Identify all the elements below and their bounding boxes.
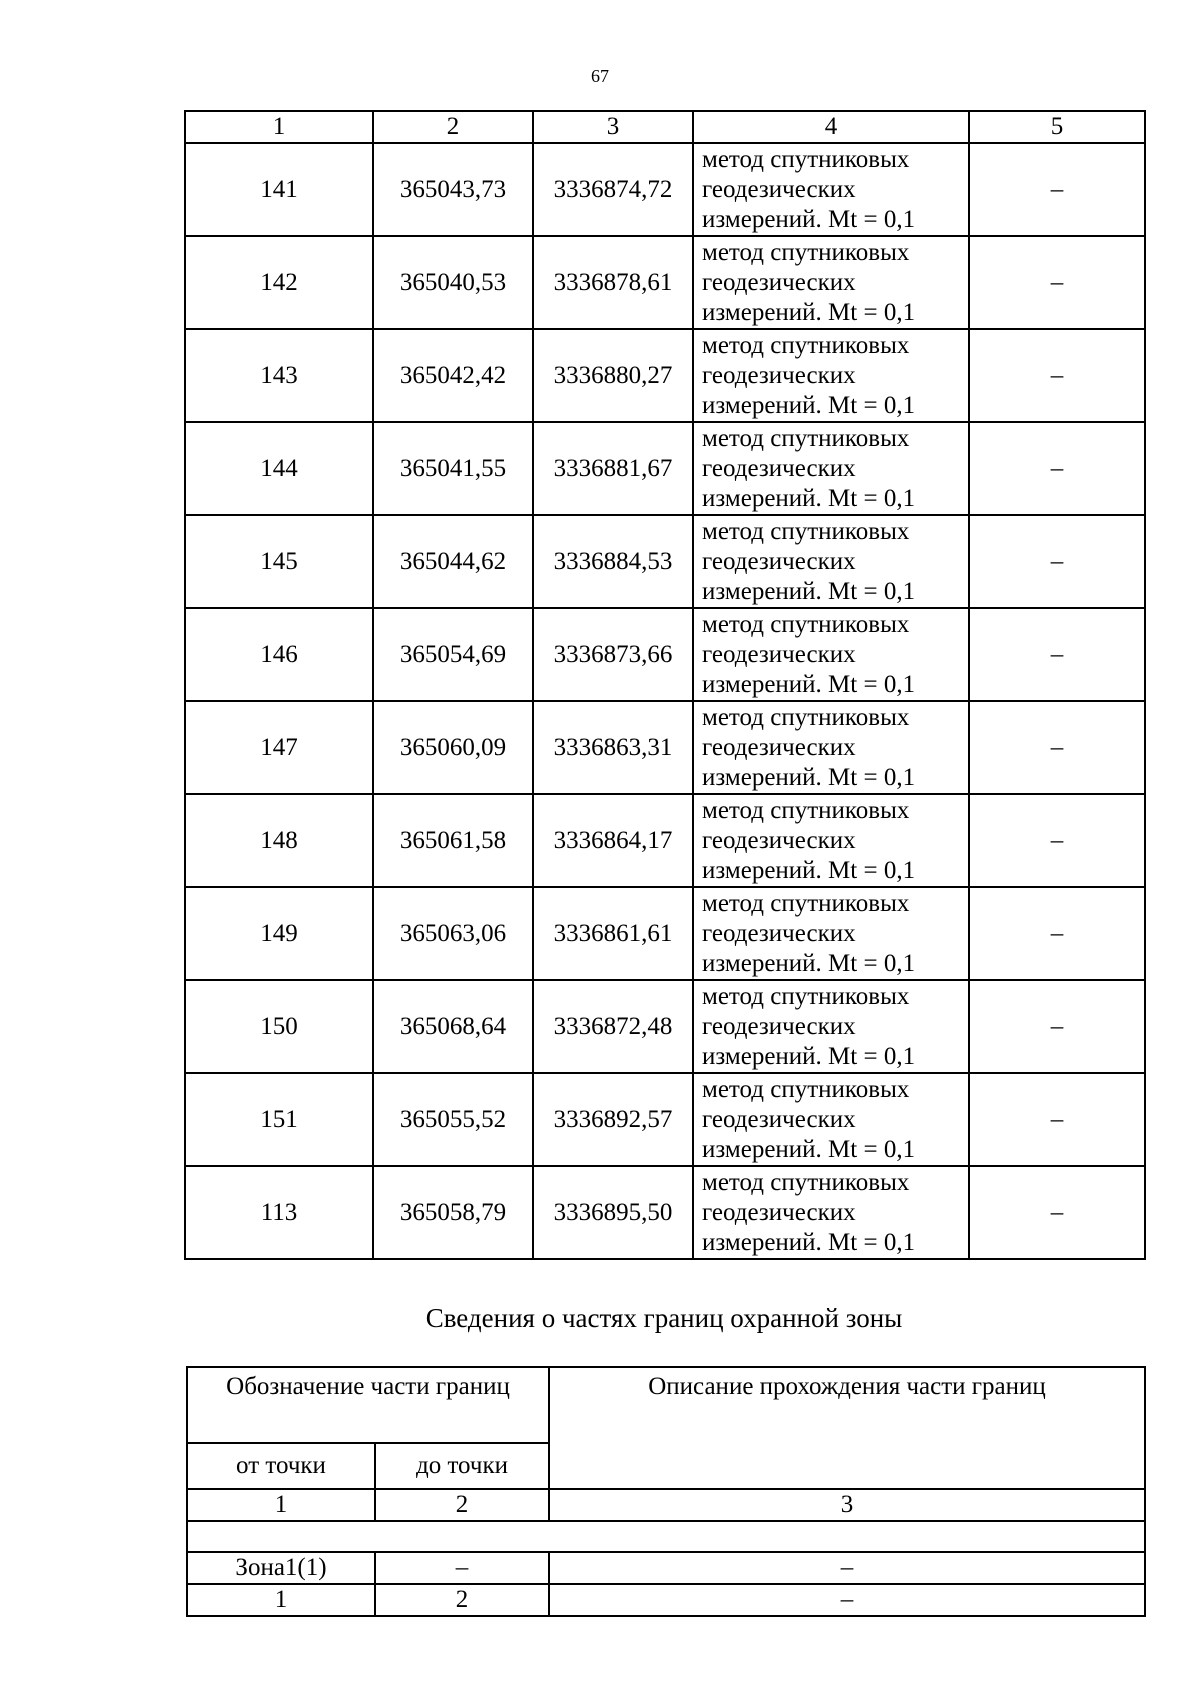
- coordinate-y: 3336892,57: [533, 1073, 693, 1166]
- coordinate-x: 365040,53: [373, 236, 533, 329]
- table-row: [185, 329, 1145, 422]
- to-point: –: [375, 1552, 549, 1584]
- method-description: [693, 236, 969, 329]
- to-point-header: до точки: [375, 1443, 549, 1489]
- method-line: метод спутниковых: [702, 703, 910, 731]
- coordinate-y: 3336880,27: [533, 329, 693, 422]
- method-line: метод спутниковых: [702, 517, 910, 545]
- method-line: измерений. Mt = 0,1: [702, 1042, 916, 1070]
- coordinates-table: [184, 110, 1146, 1260]
- coordinates-header-row: [185, 111, 1145, 143]
- method-description: [693, 329, 969, 422]
- method-line: измерений. Mt = 0,1: [702, 856, 916, 884]
- point-number: 150: [185, 980, 373, 1073]
- coordinate-x: 365060,09: [373, 701, 533, 794]
- point-number: 144: [185, 422, 373, 515]
- page-number: 67: [591, 66, 609, 86]
- method-line: метод спутниковых: [702, 796, 910, 824]
- part-description: –: [549, 1584, 1145, 1616]
- method-line: измерений. Mt = 0,1: [702, 298, 916, 326]
- method-line: метод спутниковых: [702, 889, 910, 917]
- coordinate-x: 365041,55: [373, 422, 533, 515]
- coordinate-y: 3336881,67: [533, 422, 693, 515]
- method-description: [693, 794, 969, 887]
- column-number-2: 2: [375, 1489, 549, 1521]
- column-number-4: 4: [693, 111, 969, 143]
- point-number: 113: [185, 1166, 373, 1259]
- method-line: геодезических: [702, 733, 856, 761]
- table-row: [185, 887, 1145, 980]
- table-row: [185, 794, 1145, 887]
- coordinate-x: 365058,79: [373, 1166, 533, 1259]
- method-line: измерений. Mt = 0,1: [702, 205, 916, 233]
- coordinate-y: 3336878,61: [533, 236, 693, 329]
- note-dash: –: [969, 980, 1145, 1073]
- boundary-parts-table: [186, 1366, 1146, 1617]
- table-row: [187, 1584, 1145, 1616]
- point-number: 145: [185, 515, 373, 608]
- method-line: метод спутниковых: [702, 610, 910, 638]
- table-row: [185, 143, 1145, 236]
- coordinate-y: 3336861,61: [533, 887, 693, 980]
- coordinate-y: 3336874,72: [533, 143, 693, 236]
- coordinate-y: 3336872,48: [533, 980, 693, 1073]
- coordinate-y: 3336863,31: [533, 701, 693, 794]
- method-line: геодезических: [702, 640, 856, 668]
- column-number-3: 3: [533, 111, 693, 143]
- coordinate-x: 365054,69: [373, 608, 533, 701]
- coordinate-x: 365044,62: [373, 515, 533, 608]
- column-number-2: 2: [373, 111, 533, 143]
- note-dash: –: [969, 515, 1145, 608]
- method-line: метод спутниковых: [702, 424, 910, 452]
- note-dash: –: [969, 887, 1145, 980]
- table-row: [185, 1166, 1145, 1259]
- point-number: 146: [185, 608, 373, 701]
- method-line: геодезических: [702, 268, 856, 296]
- method-line: геодезических: [702, 1105, 856, 1133]
- method-line: геодезических: [702, 1012, 856, 1040]
- coordinate-y: 3336884,53: [533, 515, 693, 608]
- coordinate-x: 365068,64: [373, 980, 533, 1073]
- coordinate-x: 365061,58: [373, 794, 533, 887]
- point-number: 147: [185, 701, 373, 794]
- coordinate-x: 365042,42: [373, 329, 533, 422]
- method-description: [693, 515, 969, 608]
- method-line: геодезических: [702, 1198, 856, 1226]
- note-dash: –: [969, 701, 1145, 794]
- method-description: [693, 701, 969, 794]
- method-line: метод спутниковых: [702, 145, 910, 173]
- coordinate-y: 3336873,66: [533, 608, 693, 701]
- note-dash: –: [969, 236, 1145, 329]
- table-row: [185, 608, 1145, 701]
- from-point-header: от точки: [187, 1443, 375, 1489]
- column-number-3: 3: [549, 1489, 1145, 1521]
- method-line: геодезических: [702, 826, 856, 854]
- method-line: метод спутниковых: [702, 982, 910, 1010]
- from-point: 1: [187, 1584, 375, 1616]
- method-line: метод спутниковых: [702, 331, 910, 359]
- method-line: метод спутниковых: [702, 238, 910, 266]
- method-line: геодезических: [702, 454, 856, 482]
- method-description: [693, 1073, 969, 1166]
- method-description: [693, 608, 969, 701]
- table-row: [185, 980, 1145, 1073]
- table-row: [185, 515, 1145, 608]
- method-line: измерений. Mt = 0,1: [702, 1228, 916, 1256]
- description-header: Описание прохождения части границ: [549, 1367, 1145, 1489]
- coordinate-x: 365063,06: [373, 887, 533, 980]
- method-line: метод спутниковых: [702, 1168, 910, 1196]
- method-line: измерений. Mt = 0,1: [702, 391, 916, 419]
- note-dash: –: [969, 143, 1145, 236]
- point-number: 149: [185, 887, 373, 980]
- method-description: [693, 1166, 969, 1259]
- method-line: измерений. Mt = 0,1: [702, 484, 916, 512]
- method-line: измерений. Mt = 0,1: [702, 763, 916, 791]
- point-number: 148: [185, 794, 373, 887]
- method-description: [693, 143, 969, 236]
- method-description: [693, 887, 969, 980]
- point-number: 143: [185, 329, 373, 422]
- note-dash: –: [969, 608, 1145, 701]
- method-line: метод спутниковых: [702, 1075, 910, 1103]
- note-dash: –: [969, 1073, 1145, 1166]
- method-line: геодезических: [702, 361, 856, 389]
- method-description: [693, 980, 969, 1073]
- method-description: [693, 422, 969, 515]
- method-line: измерений. Mt = 0,1: [702, 949, 916, 977]
- coordinate-x: 365055,52: [373, 1073, 533, 1166]
- note-dash: –: [969, 1166, 1145, 1259]
- method-line: геодезических: [702, 919, 856, 947]
- part-description: –: [549, 1552, 1145, 1584]
- note-dash: –: [969, 422, 1145, 515]
- note-dash: –: [969, 329, 1145, 422]
- column-number-5: 5: [969, 111, 1145, 143]
- section-title: Сведения о частях границ охранной зоны: [425, 1303, 903, 1333]
- table-row: [187, 1552, 1145, 1584]
- coordinate-x: 365043,73: [373, 143, 533, 236]
- to-point: 2: [375, 1584, 549, 1616]
- point-number: 142: [185, 236, 373, 329]
- point-number: 141: [185, 143, 373, 236]
- column-number-1: 1: [187, 1489, 375, 1521]
- from-point: Зона1(1): [187, 1552, 375, 1584]
- coordinate-y: 3336895,50: [533, 1166, 693, 1259]
- column-number-1: 1: [185, 111, 373, 143]
- table-row: [185, 1073, 1145, 1166]
- method-line: измерений. Mt = 0,1: [702, 577, 916, 605]
- method-line: измерений. Mt = 0,1: [702, 670, 916, 698]
- table-row: [185, 236, 1145, 329]
- table-row: [185, 422, 1145, 515]
- note-dash: –: [969, 794, 1145, 887]
- coordinate-y: 3336864,17: [533, 794, 693, 887]
- point-number: 151: [185, 1073, 373, 1166]
- empty-row: [187, 1521, 1145, 1552]
- table-row: [185, 701, 1145, 794]
- designation-header: Обозначение части границ: [187, 1367, 549, 1443]
- method-line: геодезических: [702, 547, 856, 575]
- method-line: измерений. Mt = 0,1: [702, 1135, 916, 1163]
- method-line: геодезических: [702, 175, 856, 203]
